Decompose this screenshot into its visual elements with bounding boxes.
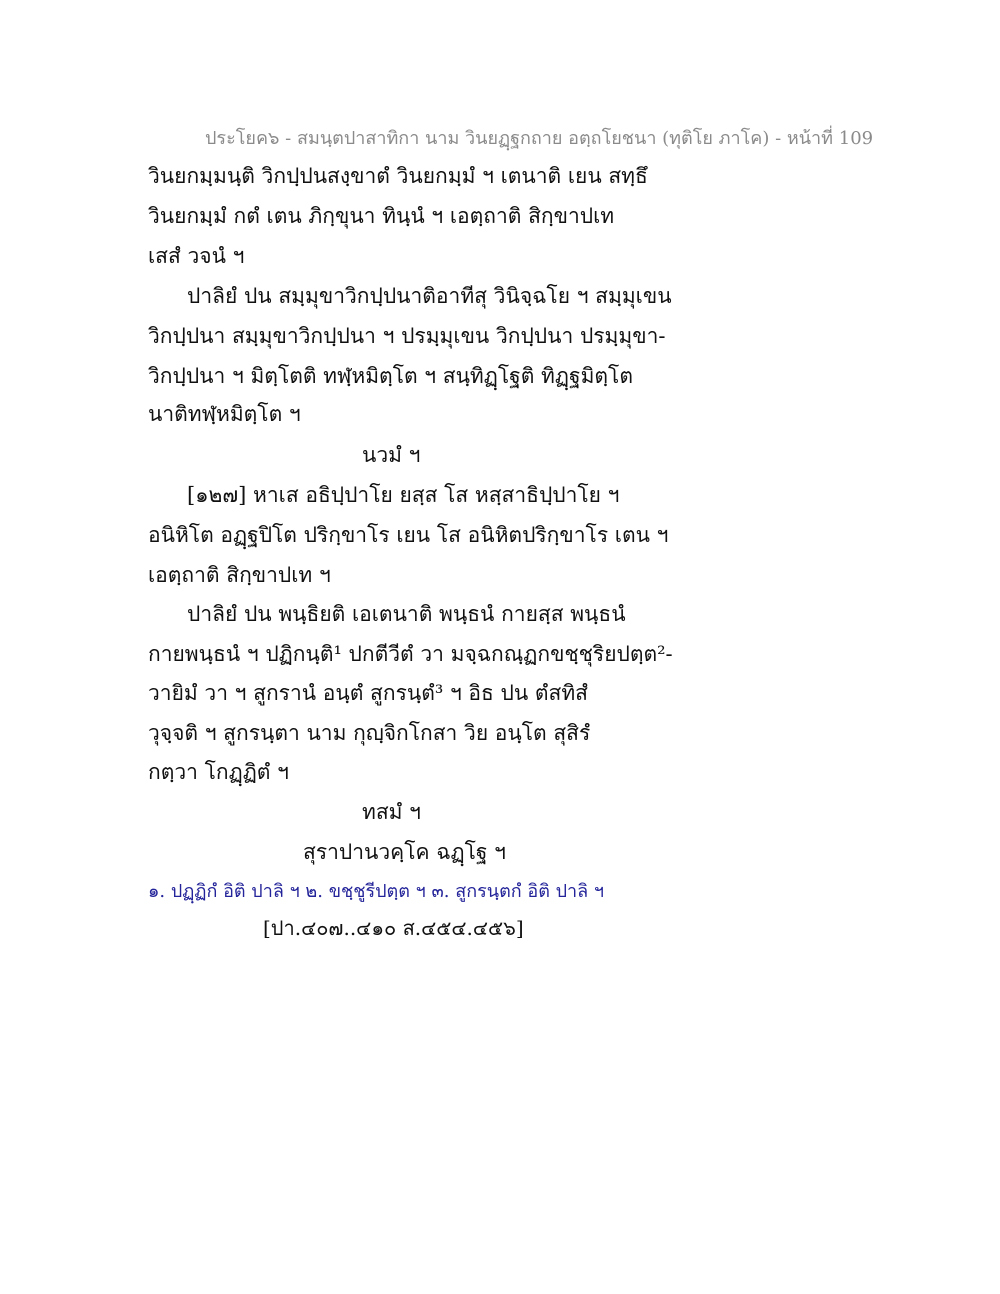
chapter-end-title: สุราปานวคฺโค ฉฏฺโฐ ฯ bbox=[303, 840, 506, 864]
paragraph-start-line: ปาลิยํ ปน สมฺมุขาวิกปฺปนาติอาทีสุ วินิจฺฉโย ฯ สมฺมุเขน bbox=[187, 284, 672, 308]
section-marker: ทสมํ ฯ bbox=[362, 800, 421, 824]
body-line: วินยกมฺมํ กตํ เตน ภิกฺขุนา ทินฺนํ ฯ เอตฺถาติ สิกฺขาปเท bbox=[148, 204, 615, 228]
body-line: วายิมํ วา ฯ สูกรานํ อนฺตํ สูกรนฺตํ³ ฯ อิธ ปน ตํสทิสํ bbox=[148, 681, 588, 705]
body-line: เสสํ วจนํ ฯ bbox=[148, 244, 245, 268]
body-line: อนิหิโต อฏฺฐปิโต ปริกฺขาโร เยน โส อนิหิตปริกฺขาโร เตน ฯ bbox=[148, 523, 669, 547]
body-line: วุจฺจติ ฯ สูกรนฺตา นาม กุญฺจิกโกสา วิย อนฺโต สุสิรํ bbox=[148, 721, 591, 745]
running-header: ประโยค๖ - สมนฺตปาสาทิกา นาม วินยฏฺฐกถาย อตฺถโยชนา (ทุติโย ภาโค) - หน้าที่ 109 bbox=[205, 128, 874, 149]
body-line: นาติทฬฺหมิตฺโต ฯ bbox=[148, 402, 301, 426]
reference-citation: [ปา.๔๐๗..๔๑๐ ส.๔๕๔.๔๕๖] bbox=[263, 916, 524, 940]
body-line: วิกปฺปนา ฯ มิตฺโตติ ทฬฺหมิตฺโต ฯ สนฺทิฏฺโฐติ ทิฏฺฐมิตฺโต bbox=[148, 364, 633, 388]
body-line: วินยกมฺมนฺติ วิกปฺปนสงฺขาตํ วินยกมฺมํ ฯ เตนาติ เยน สทฺธึ bbox=[148, 164, 648, 188]
section-marker: นวมํ ฯ bbox=[362, 443, 421, 467]
paragraph-start-line: ปาลิยํ ปน พนฺธิยติ เอเตนาติ พนฺธนํ กายสฺส พนฺธนํ bbox=[187, 602, 626, 626]
body-line: กายพนฺธนํ ฯ ปฏิกนฺติ¹ ปกตีวีตํ วา มจฺฉกณฺฏกขชฺชุริยปตฺต²- bbox=[148, 642, 673, 666]
body-line: วิกปฺปนา สมฺมุขาวิกปฺปนา ฯ ปรมฺมุเขน วิกปฺปนา ปรมฺมุขา- bbox=[148, 324, 666, 348]
body-line: เอตฺถาติ สิกฺขาปเท ฯ bbox=[148, 563, 331, 587]
paragraph-start-line: [๑๒๗] หาเส อธิปฺปาโย ยสฺส โส หสฺสาธิปฺปาโย ฯ bbox=[187, 483, 620, 507]
footnotes: ๑. ปฏฺฏิกํ อิติ ปาลิ ฯ ๒. ขชฺชูรีปตฺต ฯ ๓. สูกรนฺตกํ อิติ ปาลิ ฯ bbox=[148, 881, 605, 902]
body-line: กตฺวา โกฏฺฏิตํ ฯ bbox=[148, 760, 289, 784]
